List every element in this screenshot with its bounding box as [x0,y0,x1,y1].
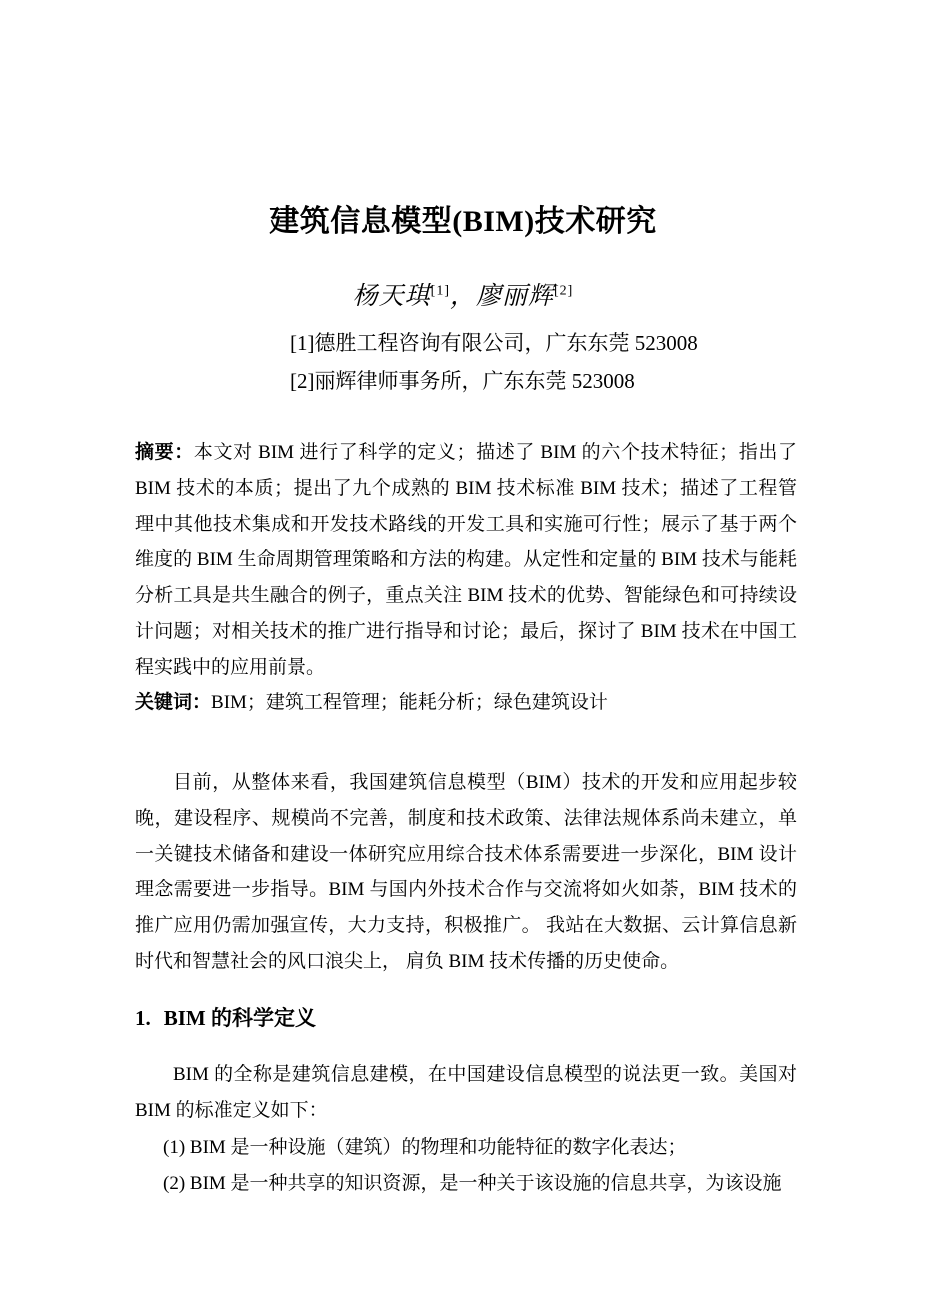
section-1-paragraph: BIM 的全称是建筑信息建模，在中国建设信息模型的说法更一致。美国对 BIM 的标准定义如下： [135,1064,797,1121]
author-2-name: 廖丽辉 [476,283,555,310]
definition-item-2: (2) BIM 是一种共享的知识资源，是一种关于该设施的信息共享，为该设施 [163,1172,782,1194]
keywords-line [135,685,797,721]
abstract-text: 本文对 BIM 进行了科学的定义；描述了 BIM 的六个技术特征；指出了 BIM 技术的本质；提出了九个成熟的 BIM 技术标准 BIM 技术；描述了工程管理中其他技术集成和开发技术路线的开发工具和实施可行性；展示了基于两个维度的 BIM 生命周期管理策略和方法的构建。从定性和定量的 BIM 技术与能耗分析工具是共生融合的例子，重点关注 BIM 技术的优势、智能绿色和可持续设计问题；对相关技术的推广进行指导和讨论；最后，探讨了 BIM 技术在中国工程实践中的应用前景。 [135,442,797,678]
affiliations-block [290,324,698,400]
definition-list [135,1130,797,1202]
section-1-heading [135,1004,316,1032]
authors-separator: ， [449,283,476,310]
author-1-name: 杨天琪 [352,283,431,310]
definition-item-1: (1) BIM 是一种设施（建筑）的物理和功能特征的数字化表达； [163,1137,687,1158]
section-1-number: 1. [135,1006,151,1030]
affiliation-1: [1]德胜工程咨询有限公司，广东东莞 523008 [290,331,698,355]
intro-paragraph: 目前，从整体来看，我国建筑信息模型（BIM）技术的开发和应用起步较晚，建设程序、规模尚不完善，制度和技术政策、法律法规体系尚未建立，单一关键技术储备和建设一体研究应用综合技术体系需要进一步深化，BIM 设计理念需要进一步指导。BIM 与国内外技术合作与交流将如火如荼，BIM 技术的推广应用仍需加强宣传，大力支持，积极推广。 我站在大数据、云计算信息新时代和智慧社会的风口浪尖上， 肩负 BIM 技术传播的历史使命。 [135,772,797,972]
page-title: 建筑信息模型(BIM)技术研究 [269,205,657,238]
abstract-label: 摘要： [135,442,194,463]
keywords-text: BIM；建筑工程管理；能耗分析；绿色建筑设计 [211,692,608,713]
section-1-title: BIM 的科学定义 [163,1006,316,1030]
author-2-superscript: [2] [554,283,574,299]
abstract-paragraph [135,435,797,686]
author-1-superscript: [1] [430,283,450,299]
keywords-label: 关键词： [135,692,212,713]
authors-line [0,280,926,314]
affiliation-2: [2]丽辉律师事务所，广东东莞 523008 [290,369,635,393]
